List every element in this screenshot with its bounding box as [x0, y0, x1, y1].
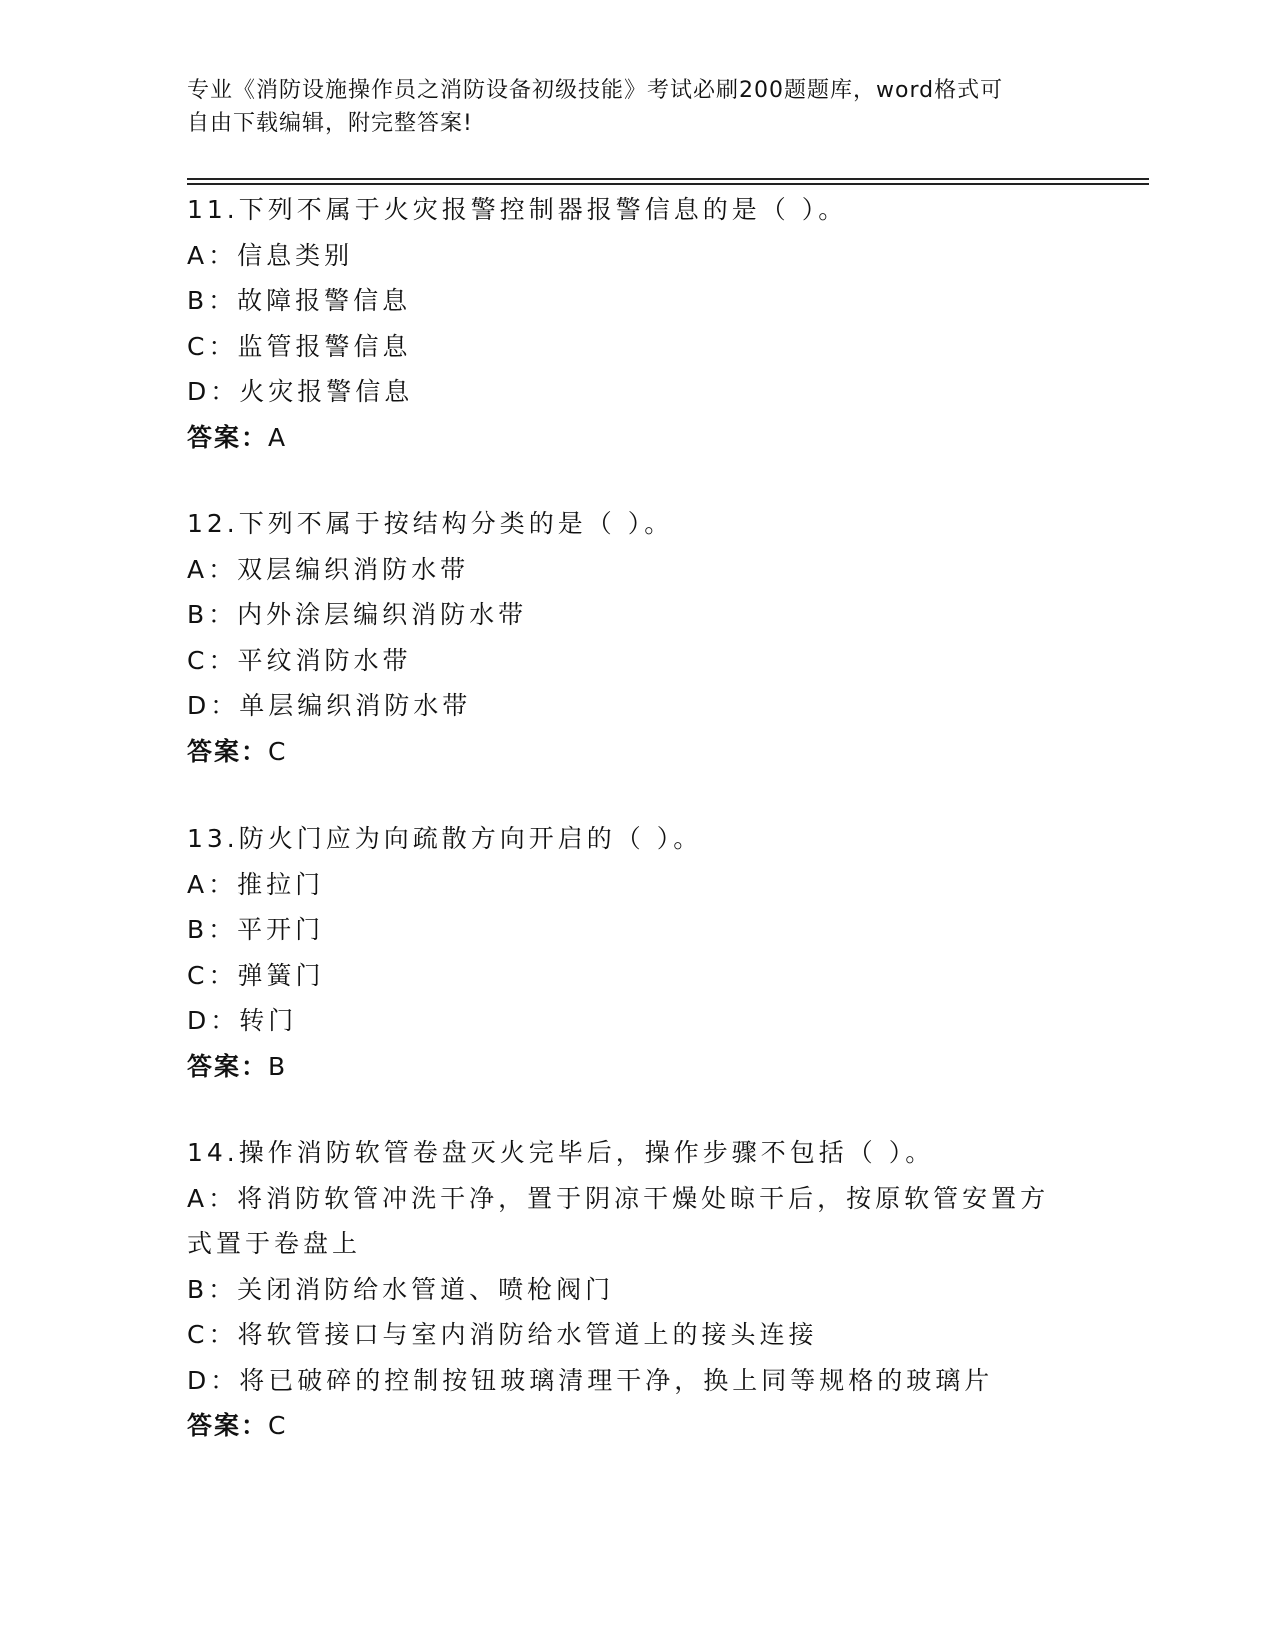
option-c: C：监管报警信息: [187, 331, 412, 361]
answer-line: [187, 1403, 1147, 1449]
option-b: B：内外涂层编织消防水带: [187, 600, 528, 629]
answer-value: A: [268, 422, 288, 452]
option-b: B：关闭消防给水管道、喷枪阀门: [187, 1274, 615, 1304]
answer-label: 答案：: [187, 1051, 269, 1081]
answer-label: 答案：: [187, 1411, 269, 1440]
option-b: B：故障报警信息: [187, 286, 412, 315]
option-a: A：双层编织消防水带: [187, 554, 470, 584]
option-d: D：单层编织消防水带: [187, 691, 472, 720]
option-c: C：将软管接口与室内消防给水管道上的接头连接: [187, 1320, 818, 1349]
header-line-1: 专业《消防设施操作员之消防设备初级技能》考试必刷200题题库，word格式可: [187, 78, 1004, 103]
question-stem: 13.防火门应为向疏散方向开启的（ ）。: [187, 824, 703, 853]
header-divider-top: [187, 178, 1149, 180]
question-12: [187, 501, 1147, 774]
option-c: C：平纹消防水带: [187, 645, 412, 675]
header-line-2: 自由下载编辑，附完整答案!: [187, 111, 473, 136]
question-stem: 12.下列不属于按结构分类的是（ ）。: [187, 509, 674, 538]
answer-line: [187, 729, 1147, 775]
answer-value: B: [268, 1051, 288, 1081]
option-a: A：将消防软管冲洗干净，置于阴凉干燥处晾干后，按原软管安置方式置于卷盘上: [187, 1183, 1050, 1258]
option-d: D：将已破碎的控制按钮玻璃清理干净，换上同等规格的玻璃片: [187, 1365, 994, 1395]
question-stem: 11.下列不属于火灾报警控制器报警信息的是（ ）。: [187, 195, 848, 224]
answer-label: 答案：: [187, 736, 269, 766]
answer-label: 答案：: [187, 422, 269, 452]
document-header: [187, 74, 1087, 140]
option-a: A：推拉门: [187, 869, 325, 899]
question-13: [187, 816, 1147, 1089]
answer-line: [187, 415, 1147, 461]
answer-value: C: [268, 1411, 288, 1440]
answer-value: C: [268, 736, 288, 766]
header-divider-bottom: [187, 183, 1149, 185]
option-b: B：平开门: [187, 915, 325, 944]
answer-line: [187, 1044, 1147, 1090]
question-14: [187, 1130, 1147, 1449]
option-a: A：信息类别: [187, 240, 354, 270]
question-stem: 14.操作消防软管卷盘灭火完毕后，操作步骤不包括（ ）。: [187, 1138, 935, 1167]
option-c: C：弹簧门: [187, 960, 325, 990]
question-11: [187, 187, 1147, 460]
option-d: D：火灾报警信息: [187, 377, 414, 406]
option-d: D：转门: [187, 1006, 298, 1035]
